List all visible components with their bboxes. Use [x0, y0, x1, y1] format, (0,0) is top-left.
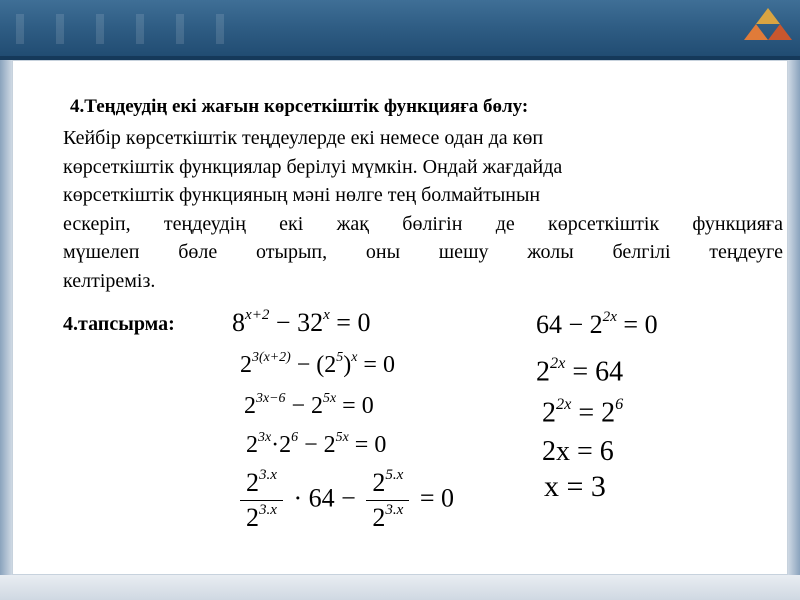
- left-step-4: $2^{3x}\cdot 2^6 - 2^{5x} = 0$: [246, 429, 387, 458]
- explanation-paragraph: [63, 124, 783, 295]
- slide-heading: 4.Теңдеудің екі жағын көрсеткіштік функцияға бөлу:: [70, 96, 529, 117]
- task-label: 4.тапсырма:: [63, 313, 175, 335]
- right-step-1: $64 - 2^{2x} = 0$: [536, 309, 658, 339]
- right-step-3: $2^{2x} = 2^6$: [542, 394, 624, 429]
- paragraph-line: Кейбір көрсеткіштік теңдеулерде екі немесе одан да көп: [63, 127, 544, 149]
- paragraph-line: көрсеткіштік функциялар берілуі мүмкін. Ондай жағдайда: [63, 155, 563, 178]
- paragraph-line: келтіреміз.: [63, 269, 156, 292]
- right-border: [788, 60, 800, 575]
- right-step-4: 2x = 6: [542, 436, 614, 467]
- right-step-5: x = 3: [544, 470, 606, 503]
- corner-triangles-icon: [738, 6, 792, 50]
- bottom-border: [0, 575, 800, 600]
- left-step-3: $2^{3x-6} - 2^{5x} = 0$: [244, 390, 374, 419]
- paragraph-line: ескеріп, теңдеудің екі жақ бөлігін де көрсеткіштік функцияға: [63, 212, 783, 235]
- left-step-2: $2^{3(x+2)} - (2^5)^x = 0$: [240, 349, 395, 378]
- left-step-1: $8^{x+2} - 32^x = 0$: [232, 307, 371, 337]
- fraction-2: $\frac{2^{5.x}}{2^{3.x}}$: [366, 468, 409, 533]
- decorative-stripes: [16, 14, 276, 44]
- left-step-5: $\frac{2^{3.x}}{2^{3.x}}$ · 64 − $\frac{2^{5.x}}{2^{3.x}}$ = 0: [236, 468, 454, 533]
- paragraph-line: мүшелеп бөле отырып, оны шешу жолы белгілі теңдеуге: [63, 241, 783, 263]
- slide-top-band: [0, 0, 800, 60]
- left-border: [0, 60, 12, 575]
- fraction-1: $\frac{2^{3.x}}{2^{3.x}}$: [240, 468, 283, 533]
- paragraph-line: көрсеткіштік функцияның мәні нөлге тең болмайтынын: [63, 184, 541, 206]
- right-step-2: $2^{2x} = 64$: [536, 353, 624, 388]
